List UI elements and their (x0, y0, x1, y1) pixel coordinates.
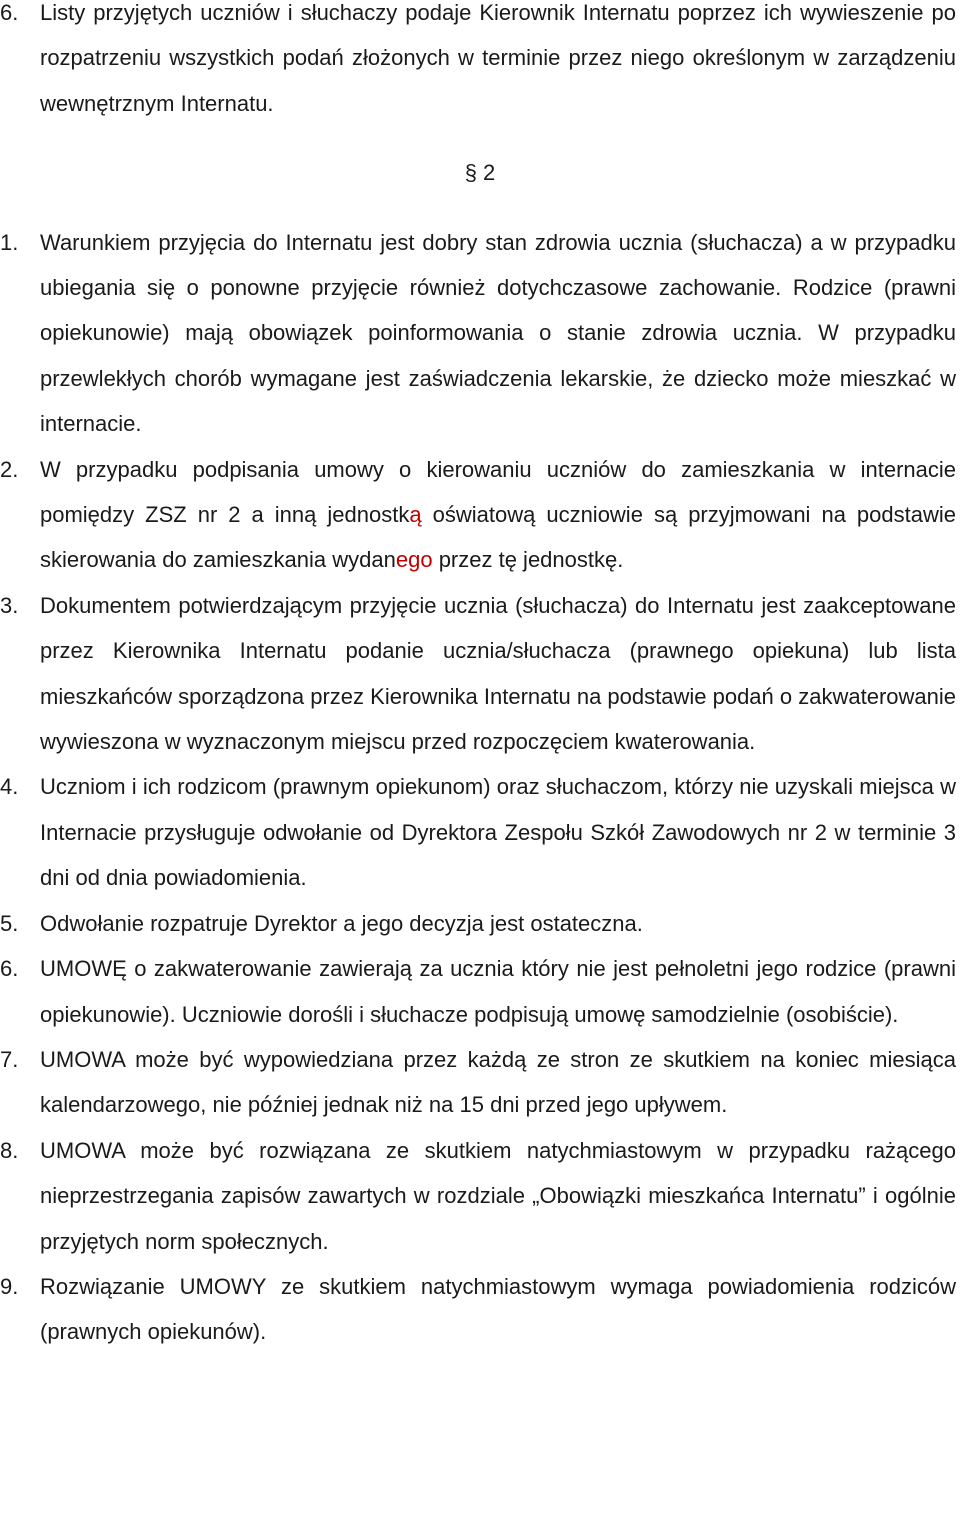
list-item-text: Uczniom i ich rodzicom (prawnym opiekunom) oraz słuchaczom, którzy nie uzyskali miejsca w Internacie przysługuje odwołanie od Dyrektora Zespołu Szkół Zawodowych nr 2 w terminie 3 dni od dnia powiadomienia. (40, 774, 956, 891)
list-item-text: Odwołanie rozpatruje Dyrektor a jego decyzja jest ostateczna. (40, 910, 643, 936)
list-item-number: 3. (0, 592, 19, 618)
list-item-number: 2. (0, 456, 19, 482)
list-item-text-part: W przypadku podpisania umowy o kierowaniu uczniów do zamieszkania w internacie pomiędzy ZSZ nr 2 a inną jednostk (40, 456, 956, 528)
list-item-1 (0, 220, 960, 447)
section-label: § 2 (464, 160, 496, 186)
list-item-5 (0, 901, 960, 946)
list-item-number: 6. (0, 956, 19, 982)
list-item-top-6 (0, 0, 960, 126)
list-item-4 (0, 764, 960, 900)
section-heading (0, 150, 960, 195)
highlighted-text: ego (395, 547, 433, 573)
list-item-text: UMOWA może być wypowiedziana przez każdą ze stron ze skutkiem na koniec miesiąca kalendarzowego, nie później jednak niż na 15 dni przed jego upływem. (40, 1046, 956, 1118)
list-item-number: 5. (0, 910, 19, 936)
list-item-text: Dokumentem potwierdzającym przyjęcie ucznia (słuchacza) do Internatu jest zaakceptowane przez Kierownika Internatu podanie ucznia/słuchacza (prawnego opiekuna) lub lista mieszkańców sporządzona przez Kierownika Internatu na podstawie podań o zakwaterowanie wywieszona w wyznaczonym miejscu przed rozpoczęciem kwaterowania. (40, 592, 956, 755)
list-item-8 (0, 1128, 960, 1264)
list-item-number: 9. (0, 1273, 19, 1299)
list-item-text: Rozwiązanie UMOWY ze skutkiem natychmiastowym wymaga powiadomienia rodziców (prawnych opiekunów). (40, 1273, 956, 1345)
list-item-9 (0, 1264, 960, 1355)
highlighted-text: ą (409, 502, 422, 528)
list-item-number: 7. (0, 1046, 19, 1072)
list-item-3 (0, 583, 960, 765)
list-item-number: 8. (0, 1137, 19, 1163)
list-item-6 (0, 946, 960, 1037)
list-item-text: Listy przyjętych uczniów i słuchaczy podaje Kierownik Internatu poprzez ich wywieszenie po rozpatrzeniu wszystkich podań złożonych w terminie przez niego określonym w zarządzeniu wewnętrznym Internatu. (40, 0, 956, 116)
list-item-number: 6. (0, 0, 19, 25)
list-item-7 (0, 1037, 960, 1128)
list-item-number: 4. (0, 774, 19, 800)
list-item-text: Warunkiem przyjęcia do Internatu jest dobry stan zdrowia ucznia (słuchacza) a w przypadku ubiegania się o ponowne przyjęcie również dotychczasowe zachowanie. Rodzice (prawni opiekunowie) mają obowiązek poinformowania o stanie zdrowia ucznia. W przypadku przewlekłych chorób wymagane jest zaświadczenia lekarskie, że dziecko może mieszkać w internacie. (40, 229, 956, 437)
list-item-text: UMOWĘ o zakwaterowanie zawierają za ucznia który nie jest pełnoletni jego rodzice (prawni opiekunowie). Uczniowie dorośli i słuchacze podpisują umowę samodzielnie (osobiście). (40, 956, 956, 1027)
list-item-text: UMOWA może być rozwiązana ze skutkiem natychmiastowym w przypadku rażącego nieprzestrzegania zapisów zawartych w rozdziale „Obowiązki mieszkańca Internatu” i ogólnie przyjętych norm społecznych. (40, 1137, 956, 1254)
list-item-number: 1. (0, 229, 19, 255)
list-item-2 (0, 447, 960, 583)
list-item-text-part: oświatową uczniowie są przyjmowani na podstawie skierowania do zamieszkania wydan (40, 502, 956, 573)
list-item-text-part: przez tę jednostkę. (432, 547, 624, 573)
